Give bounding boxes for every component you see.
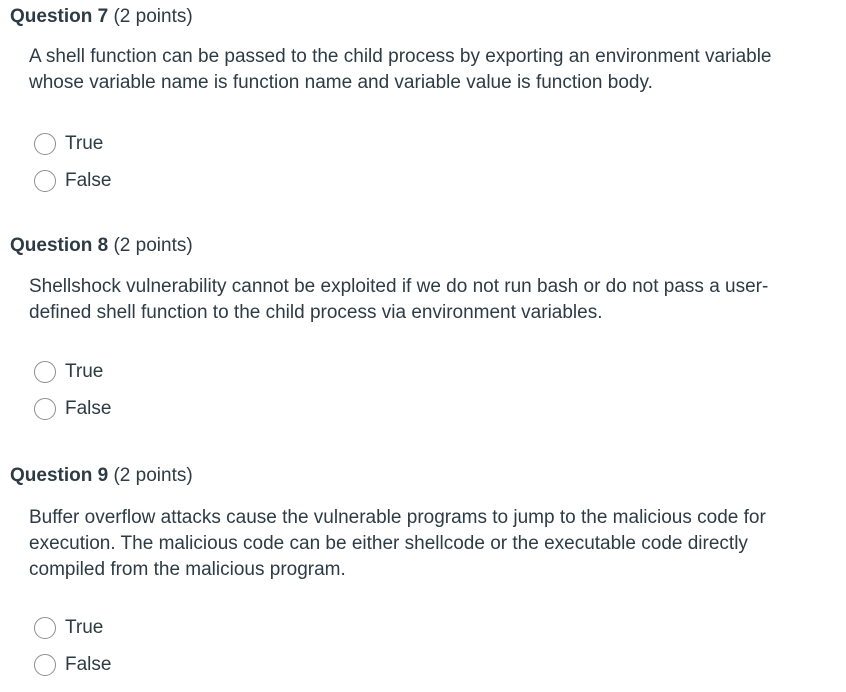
question-text: Buffer overflow attacks cause the vulnerable programs to jump to the malicious code for execution. The malicious code can be either shellcode or the executable code directly compiled from the malicious program.	[29, 507, 766, 580]
radio-button[interactable]	[34, 617, 56, 639]
answer-false[interactable]	[34, 168, 111, 194]
question-points: (2 points)	[113, 235, 193, 256]
question-header	[10, 5, 193, 29]
radio-button[interactable]	[34, 133, 56, 155]
answer-label: False	[65, 654, 112, 675]
question-text: Shellshock vulnerability cannot be exploited if we do not run bash or do not pass a user-defined shell function to the child process via environment variables.	[29, 276, 769, 323]
answer-true[interactable]	[34, 359, 103, 385]
answer-label: True	[65, 361, 104, 382]
radio-button[interactable]	[34, 398, 56, 420]
answer-true[interactable]	[34, 131, 103, 157]
question-title: Question 8	[10, 235, 109, 256]
question-header	[10, 234, 193, 258]
radio-button[interactable]	[34, 361, 56, 383]
question-points: (2 points)	[113, 465, 193, 486]
answer-true[interactable]	[34, 615, 103, 641]
question-text: A shell function can be passed to the child process by exporting an environment variable whose variable name is function name and variable value is function body.	[29, 46, 772, 93]
radio-button[interactable]	[34, 170, 56, 192]
answer-label: False	[65, 398, 112, 419]
answer-label: True	[65, 133, 104, 154]
radio-button[interactable]	[34, 654, 56, 676]
question-header	[10, 464, 193, 488]
question-title: Question 7	[10, 6, 109, 27]
question-points: (2 points)	[113, 6, 193, 27]
question-title: Question 9	[10, 465, 109, 486]
answer-label: False	[65, 170, 112, 191]
answer-false[interactable]	[34, 652, 111, 678]
answer-label: True	[65, 617, 104, 638]
answer-false[interactable]	[34, 396, 111, 422]
